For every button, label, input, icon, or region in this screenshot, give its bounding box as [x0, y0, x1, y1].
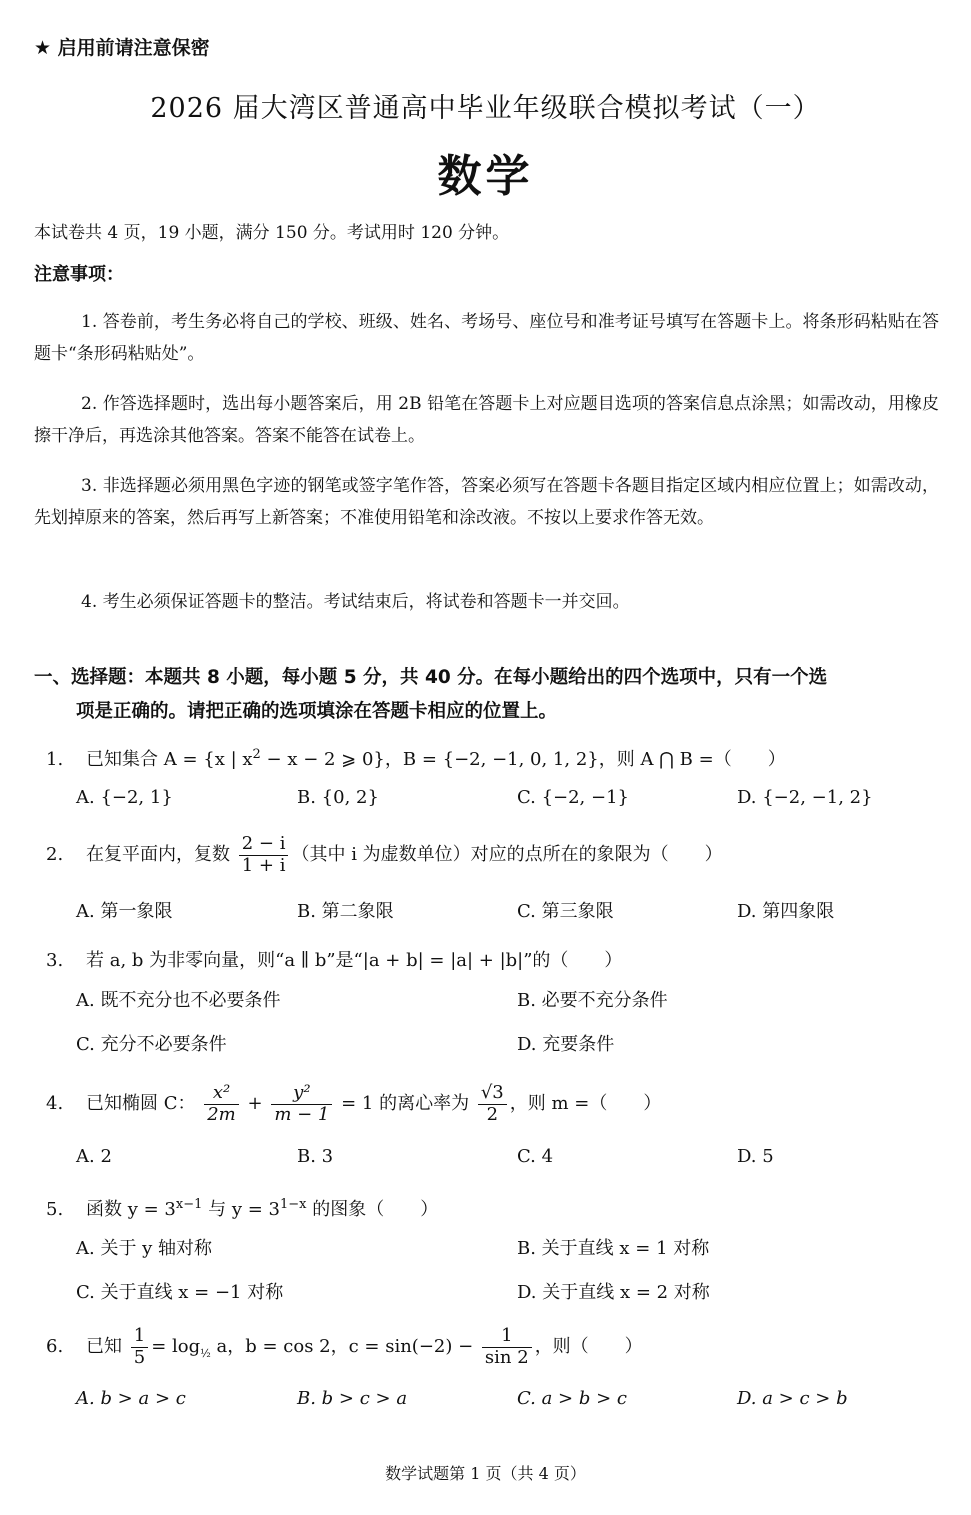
q3-option-c: C. 充分不必要条件: [76, 1034, 227, 1055]
exponent: x−1: [175, 1197, 203, 1212]
question-5-text: 函数 y = 3: [86, 1199, 176, 1220]
log-expression: = log: [151, 1336, 201, 1358]
notice-item-4: 4. 考生必须保证答题卡的整洁。考试结束后，将试卷和答题卡一并交回。: [81, 592, 630, 612]
fraction-numerator: y²: [271, 1083, 332, 1105]
confidential-notice: ★ 启用前请注意保密: [34, 37, 210, 59]
question-3: [46, 946, 622, 972]
fraction-eccentricity: [478, 1083, 507, 1125]
fraction-reciprocal-sin: [482, 1326, 532, 1368]
q3-option-b: B. 必要不充分条件: [517, 990, 668, 1011]
exponent: 1−x: [279, 1197, 307, 1212]
fraction-denominator: 2: [486, 1103, 499, 1125]
q4-option-d: D. 5: [737, 1146, 774, 1167]
exam-title: 2026 届大湾区普通高中毕业年级联合模拟考试（一）: [150, 93, 821, 124]
notice-item-3: 3. 非选择题必须用黑色字迹的钢笔或签字笔作答，答案必须写在答题卡各题目指定区域内相应位置上；如需改动，先划掉原来的答案，然后再写上新答案；不准使用铅笔和涂改液。不按以上要求作答无效。: [34, 476, 939, 528]
plus-sign: +: [247, 1093, 263, 1115]
fraction-numerator: 2 − i: [239, 834, 289, 856]
question-1-text: 已知集合 A = {x | x: [86, 749, 253, 770]
section-heading: [34, 661, 939, 729]
question-number: 6.: [46, 1336, 64, 1358]
section-heading-line2: 项是正确的。请把正确的选项填涂在答题卡相应的位置上。: [76, 701, 558, 722]
q5-option-d: D. 关于直线 x = 2 对称: [517, 1282, 710, 1303]
question-5-text-end: 的图象（ ）: [306, 1199, 439, 1220]
question-3-text: 若 a, b 为非零向量，则“a ∥ b”是“|a + b| = |a| + |b|”的（ ）: [86, 950, 623, 971]
page-footer: 数学试题第 1 页（共 4 页）: [385, 1464, 586, 1483]
fraction-y: [271, 1083, 332, 1125]
question-4-text-end: ，则 m =（ ）: [509, 1093, 662, 1115]
question-2-text: 在复平面内，复数: [86, 844, 230, 866]
subject-title: 数学: [437, 151, 534, 202]
question-6: [46, 1326, 643, 1368]
q4-option-b: B. 3: [297, 1146, 334, 1167]
question-6-text-end: ，则（ ）: [534, 1336, 643, 1358]
q2-option-b: B. 第二象限: [297, 901, 394, 922]
question-2: [46, 834, 723, 876]
log-base: ½: [200, 1346, 211, 1360]
fraction-numerator: √3: [478, 1083, 507, 1105]
question-1-text-end: − x − 2 ⩾ 0}，B = {−2, −1, 0, 1, 2}，则 A ⋂ B =（ ）: [260, 749, 786, 770]
q6-option-c: C. a > b > c: [517, 1388, 627, 1409]
question-number: 4.: [46, 1093, 64, 1115]
q2-option-c: C. 第三象限: [517, 901, 614, 922]
q1-option-a: A. {−2, 1}: [76, 787, 173, 808]
q2-option-a: A. 第一象限: [76, 901, 173, 922]
q1-option-b: B. {0, 2}: [297, 787, 379, 808]
q4-option-a: A. 2: [76, 1146, 112, 1167]
q5-option-b: B. 关于直线 x = 1 对称: [517, 1238, 710, 1259]
question-4-text: 已知椭圆 C：: [86, 1093, 196, 1115]
q3-option-a: A. 既不充分也不必要条件: [76, 990, 281, 1011]
q3-option-d: D. 充要条件: [517, 1034, 615, 1055]
q6-option-b: B. b > c > a: [297, 1388, 408, 1409]
question-4-mid: = 1 的离心率为: [341, 1093, 470, 1115]
fraction-x: [204, 1083, 239, 1125]
question-4: [46, 1083, 661, 1125]
fraction-denominator: m − 1: [274, 1103, 330, 1125]
q5-option-a: A. 关于 y 轴对称: [76, 1238, 213, 1259]
question-number: 5.: [46, 1199, 64, 1220]
exam-intro: 本试卷共 4 页，19 小题，满分 150 分。考试用时 120 分钟。: [34, 223, 510, 243]
fraction: [239, 834, 289, 876]
notice-item-2: 2. 作答选择题时，选出每小题答案后，用 2B 铅笔在答题卡上对应题目选项的答案信息点涂黑；如需改动，用橡皮擦干净后，再选涂其他答案。答案不能答在试卷上。: [34, 394, 939, 446]
question-5: [46, 1195, 438, 1221]
question-6-mid: a，b = cos 2，c = sin(−2) −: [210, 1336, 474, 1358]
notice-item-1: 1. 答卷前，考生务必将自己的学校、班级、姓名、考场号、座位号和准考证号填写在答题卡上。将条形码粘贴在答题卡“条形码粘贴处”。: [34, 312, 939, 364]
fraction-numerator: 1: [131, 1326, 148, 1348]
q5-option-c: C. 关于直线 x = −1 对称: [76, 1282, 284, 1303]
fraction-denominator: 2m: [207, 1103, 236, 1125]
fraction-denominator: sin 2: [484, 1346, 529, 1368]
question-number: 3.: [46, 950, 64, 971]
question-2-text-end: （其中 i 为虚数单位）对应的点所在的象限为（ ）: [291, 844, 723, 866]
fraction-denominator: 5: [133, 1346, 146, 1368]
question-1: [46, 745, 786, 771]
notice-heading: 注意事项：: [34, 264, 124, 285]
exponent: 2: [252, 747, 261, 762]
fraction-one-fifth: [131, 1326, 148, 1368]
fraction-numerator: 1: [482, 1326, 532, 1348]
fraction-denominator: 1 + i: [241, 854, 286, 876]
q1-option-d: D. {−2, −1, 2}: [737, 787, 873, 808]
question-5-mid: 与 y = 3: [202, 1199, 280, 1220]
q2-option-d: D. 第四象限: [737, 901, 835, 922]
q6-option-d: D. a > c > b: [737, 1388, 848, 1409]
q1-option-c: C. {−2, −1}: [517, 787, 629, 808]
fraction-numerator: x²: [204, 1083, 239, 1105]
q4-option-c: C. 4: [517, 1146, 554, 1167]
question-6-text: 已知: [86, 1336, 122, 1358]
question-number: 1.: [46, 749, 64, 770]
question-number: 2.: [46, 844, 64, 866]
q6-option-a: A. b > a > c: [76, 1388, 186, 1409]
section-heading-line1: 一、选择题：本题共 8 小题，每小题 5 分，共 40 分。在每小题给出的四个选项中，只有一个选: [34, 667, 828, 688]
